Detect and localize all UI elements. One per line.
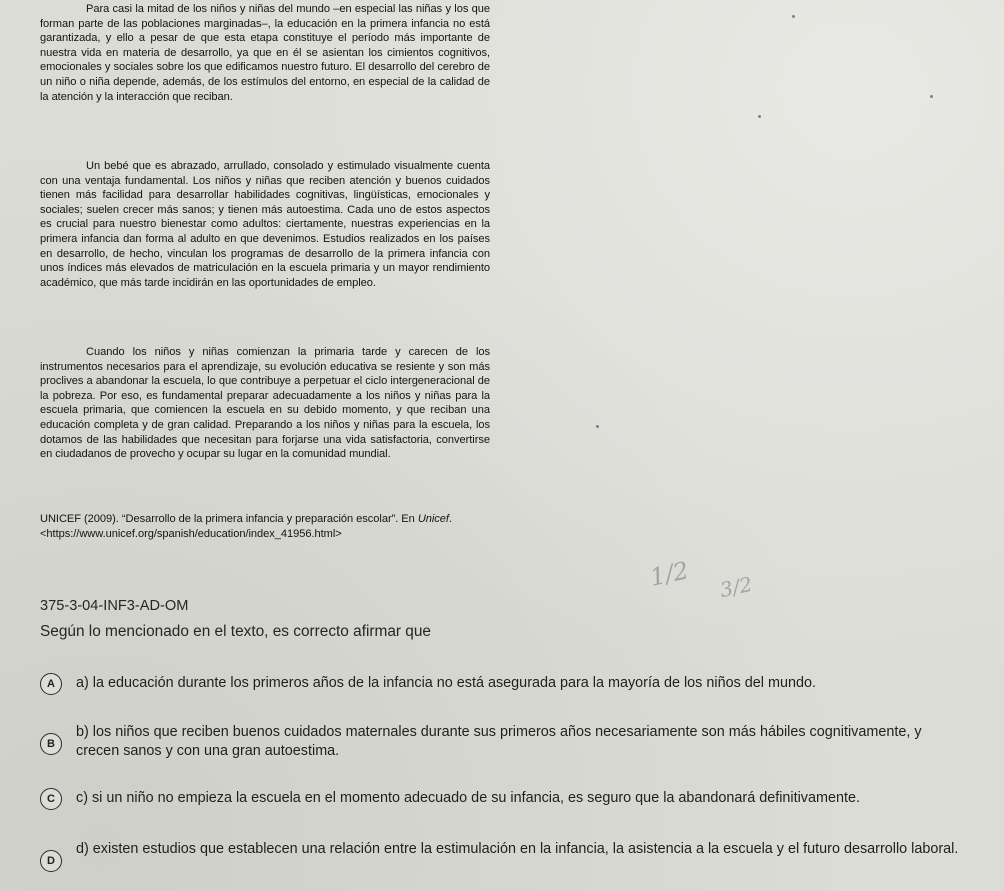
option-letter-badge[interactable]: A: [40, 673, 62, 695]
paper-speck: [758, 115, 761, 118]
question-prompt: Según lo mencionado en el texto, es correcto afirmar que: [40, 623, 431, 640]
answer-option-a[interactable]: [47, 674, 962, 693]
reference-source: Unicef: [417, 513, 449, 525]
handwritten-note-1: 1/2: [647, 556, 692, 592]
option-letter-badge[interactable]: D: [40, 850, 62, 872]
passage-paragraph-1: Para casi la mitad de los niños y niñas del mundo –en especial las niñas y los que forman parte de las poblaciones marginadas–, la educación en la primera infancia no está garantizada, y ello a pesar de que esta etapa constituye el período más importante de nuestra vida en materia de desarrollo, ya que en él se asientan los cimientos cognitivos, emocionales y sociales sobre los que edificamos nuestro futuro. El desarrollo del cerebro de un niño o niña depende, además, de los estímulos del entorno, en especial de la calidad de la atención y la interacción que reciban.: [40, 3, 490, 103]
handwritten-note-2: 3/2: [717, 571, 755, 603]
reference-text: UNICEF (2009). “Desarrollo de la primera infancia y preparación escolar”. En: [40, 513, 418, 525]
option-text: b) los niños que reciben buenos cuidados maternales durante sus primeros años necesariamente son más hábiles cognitivamente, y crecen sanos y con una gran autoestima.: [76, 724, 922, 759]
reference-citation: [40, 512, 500, 541]
passage-paragraph-2: Un bebé que es abrazado, arrullado, consolado y estimulado visualmente cuenta con una ventaja fundamental. Los niños y niñas que reciben atención y buenos cuidados tienen más facilidad para desarrollar habilidades cognitivas, lingüísticas, emocionales y sociales; suelen crecer más sanos; y tienen más autoestima. Cada uno de estos aspectos es crucial para nuestro bienestar como adultos: ciertamente, nuestras experiencias en la primera infancia dan forma al adulto en que devenimos. Estudios realizados en los países en desarrollo, de hecho, vinculan los programas de desarrollo de la primera infancia con unos índices más elevados de matriculación en la escuela primaria y un mayor rendimiento académico, que más tarde incidirán en las oportunidades de empleo.: [40, 160, 490, 289]
option-letter-badge[interactable]: B: [40, 733, 62, 755]
paper-speck: [930, 95, 933, 98]
answer-option-c[interactable]: [47, 789, 962, 808]
answer-option-d[interactable]: [47, 840, 962, 867]
option-text: c) si un niño no empieza la escuela en el momento adecuado de su infancia, es seguro que la abandonará definitivamente.: [76, 790, 861, 806]
question-code: 375-3-04-INF3-AD-OM: [40, 598, 189, 614]
passage-paragraph-3: Cuando los niños y niñas comienzan la primaria tarde y carecen de los instrumentos necesarios para el aprendizaje, su evolución educativa se resiente y son más proclives a abandonar la escuela, lo que contribuye a perpetuar el ciclo intergeneracional de la pobreza. Por eso, es fundamental preparar adecuadamente a los niños y niñas para la escuela primaria, que comiencen la escuela en su debido momento, y que reciban una educación completa y de gran calidad. Preparando a los niños y niñas para la escuela, los dotamos de las habilidades que necesitan para forjarse una vida satisfactoria, convertirse en ciudadanos de provecho y ocupar su lugar en la comunidad mundial.: [40, 346, 490, 461]
paper-speck: [596, 425, 599, 428]
answer-option-b[interactable]: [47, 723, 962, 761]
option-text: a) la educación durante los primeros años de la infancia no está asegurada para la mayoría de los niños del mundo.: [76, 675, 816, 691]
paper-speck: [792, 15, 795, 18]
option-text: d) existen estudios que establecen una relación entre la estimulación en la infancia, la asistencia a la escuela y el futuro desarrollo laboral.: [76, 841, 959, 857]
option-letter-badge[interactable]: C: [40, 788, 62, 810]
reference-end: .: [448, 513, 453, 525]
reference-url: <https://www.unicef.org/spanish/education/index_41956.html>: [40, 527, 342, 540]
